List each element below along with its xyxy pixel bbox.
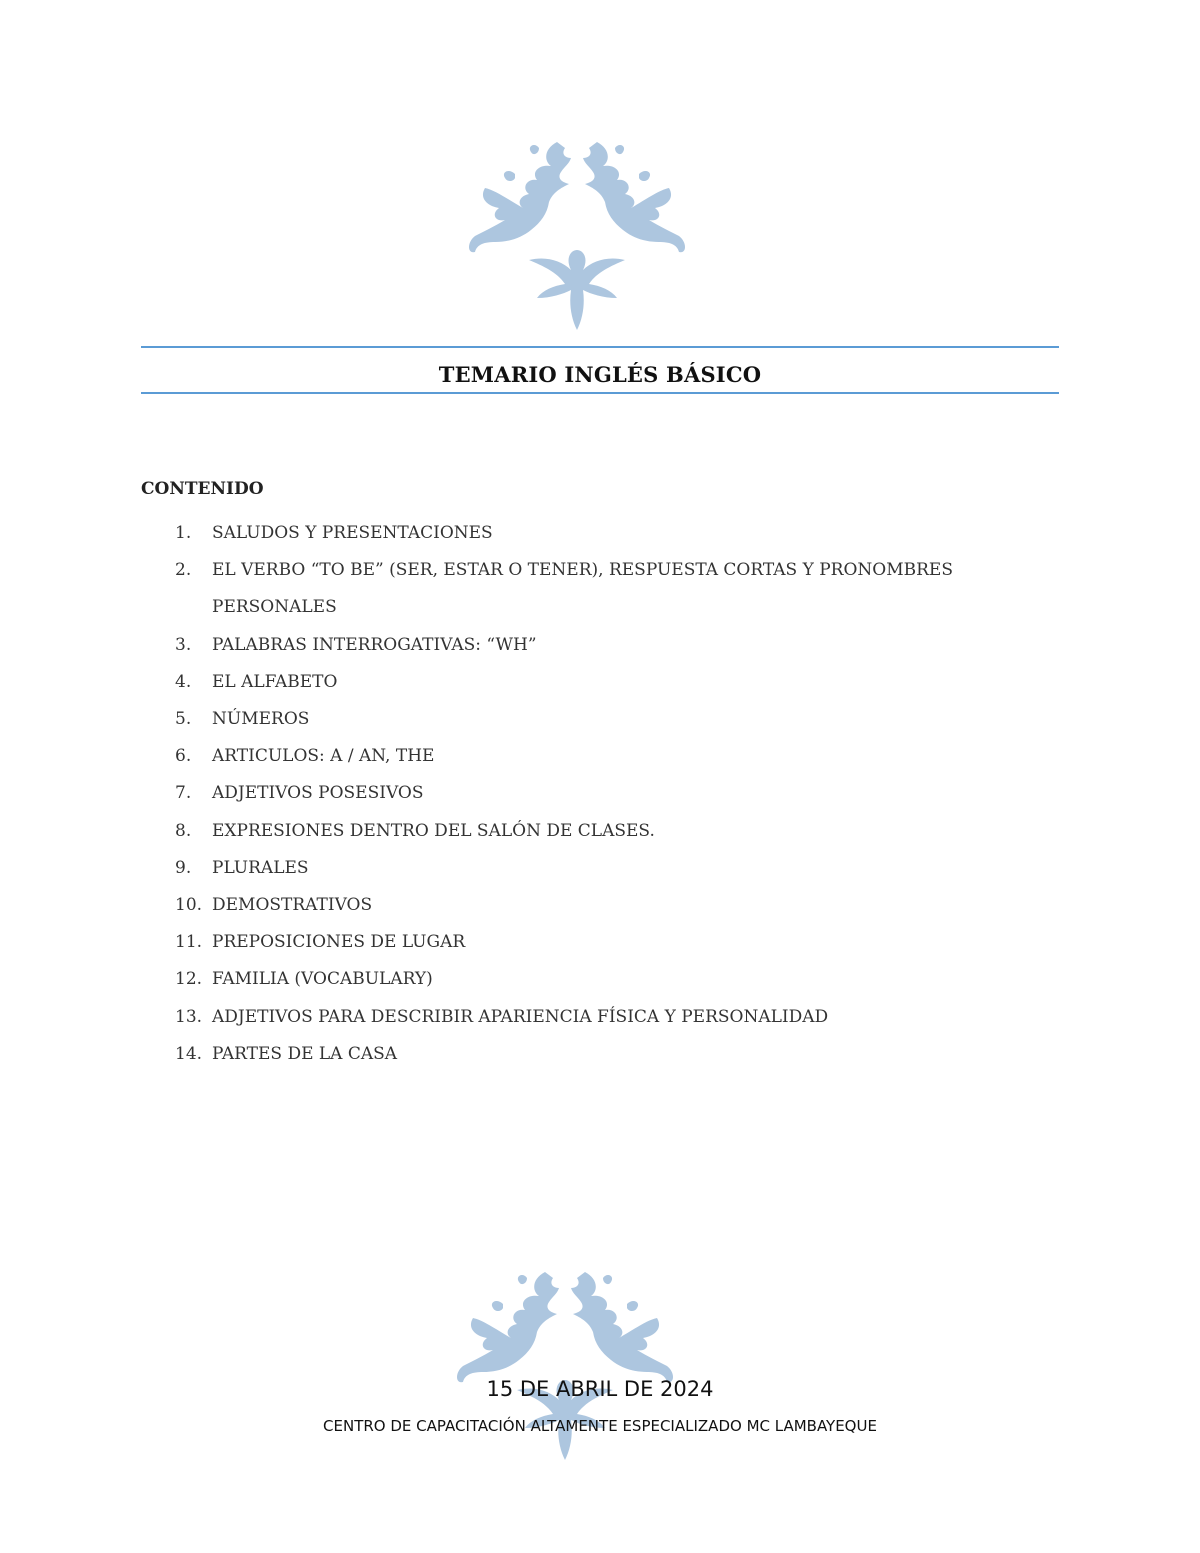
list-item-label: SALUDOS Y PRESENTACIONES <box>212 523 493 543</box>
list-item-label: PREPOSICIONES DE LUGAR <box>212 932 466 953</box>
list-item-number: 1. <box>175 523 192 543</box>
list-item-label: EXPRESIONES DENTRO DEL SALÓN DE CLASES. <box>212 820 655 841</box>
list-item-number: 14. <box>175 1043 203 1064</box>
footer-organization: CENTRO DE CAPACITACIÓN ALTAMENTE ESPECIALIZADO MC LAMBAYEQUE <box>323 1417 877 1435</box>
list-item <box>141 664 1059 701</box>
list-item <box>141 999 1059 1036</box>
list-item-number: 10. <box>175 895 203 916</box>
list-item-number: 7. <box>175 783 192 804</box>
list-item-label: EL VERBO “TO BE” (SER, ESTAR O TENER), RESPUESTA CORTAS Y PRONOMBRES PERSONALES <box>212 560 953 618</box>
list-item <box>141 775 1059 812</box>
list-item-label: EL ALFABETO <box>212 671 338 692</box>
title-bottom-rule <box>141 392 1059 394</box>
list-item <box>141 924 1059 961</box>
list-item <box>141 961 1059 998</box>
list-item <box>141 738 1059 775</box>
list-item <box>141 813 1059 850</box>
floral-ornament-icon <box>465 138 689 334</box>
list-item-number: 13. <box>175 1006 203 1027</box>
list-item-number: 3. <box>175 634 192 655</box>
document-title: TEMARIO INGLÉS BÁSICO <box>438 362 762 387</box>
list-item <box>141 701 1059 738</box>
list-item-number: 11. <box>175 932 203 953</box>
list-item-number: 6. <box>175 746 192 767</box>
list-item-label: NÚMEROS <box>212 709 310 730</box>
section-heading: CONTENIDO <box>141 479 264 499</box>
list-item-label: ADJETIVOS PARA DESCRIBIR APARIENCIA FÍSICA Y PERSONALIDAD <box>212 1006 829 1027</box>
list-item-number: 4. <box>175 671 192 692</box>
list-item-number: 9. <box>175 857 192 878</box>
list-item-number: 2. <box>175 560 192 581</box>
list-item-label: PARTES DE LA CASA <box>212 1043 398 1064</box>
list-item-label: DEMOSTRATIVOS <box>212 895 373 916</box>
list-item <box>141 515 1059 552</box>
list-item <box>141 1036 1059 1073</box>
list-item-label: PALABRAS INTERROGATIVAS: “WH” <box>212 634 537 655</box>
list-item <box>141 552 1059 626</box>
list-item-label: ARTICULOS: A / AN, THE <box>212 746 435 767</box>
footer-date: 15 DE ABRIL DE 2024 <box>486 1377 714 1401</box>
list-item-number: 12. <box>175 969 203 990</box>
title-top-rule <box>141 346 1059 348</box>
list-item-number: 8. <box>175 820 192 841</box>
list-item <box>141 887 1059 924</box>
table-of-contents <box>141 515 1059 1073</box>
list-item-label: PLURALES <box>212 857 309 878</box>
list-item <box>141 627 1059 664</box>
list-item-label: ADJETIVOS POSESIVOS <box>212 783 424 804</box>
list-item-label: FAMILIA (VOCABULARY) <box>212 969 433 990</box>
list-item <box>141 850 1059 887</box>
list-item-number: 5. <box>175 709 192 730</box>
